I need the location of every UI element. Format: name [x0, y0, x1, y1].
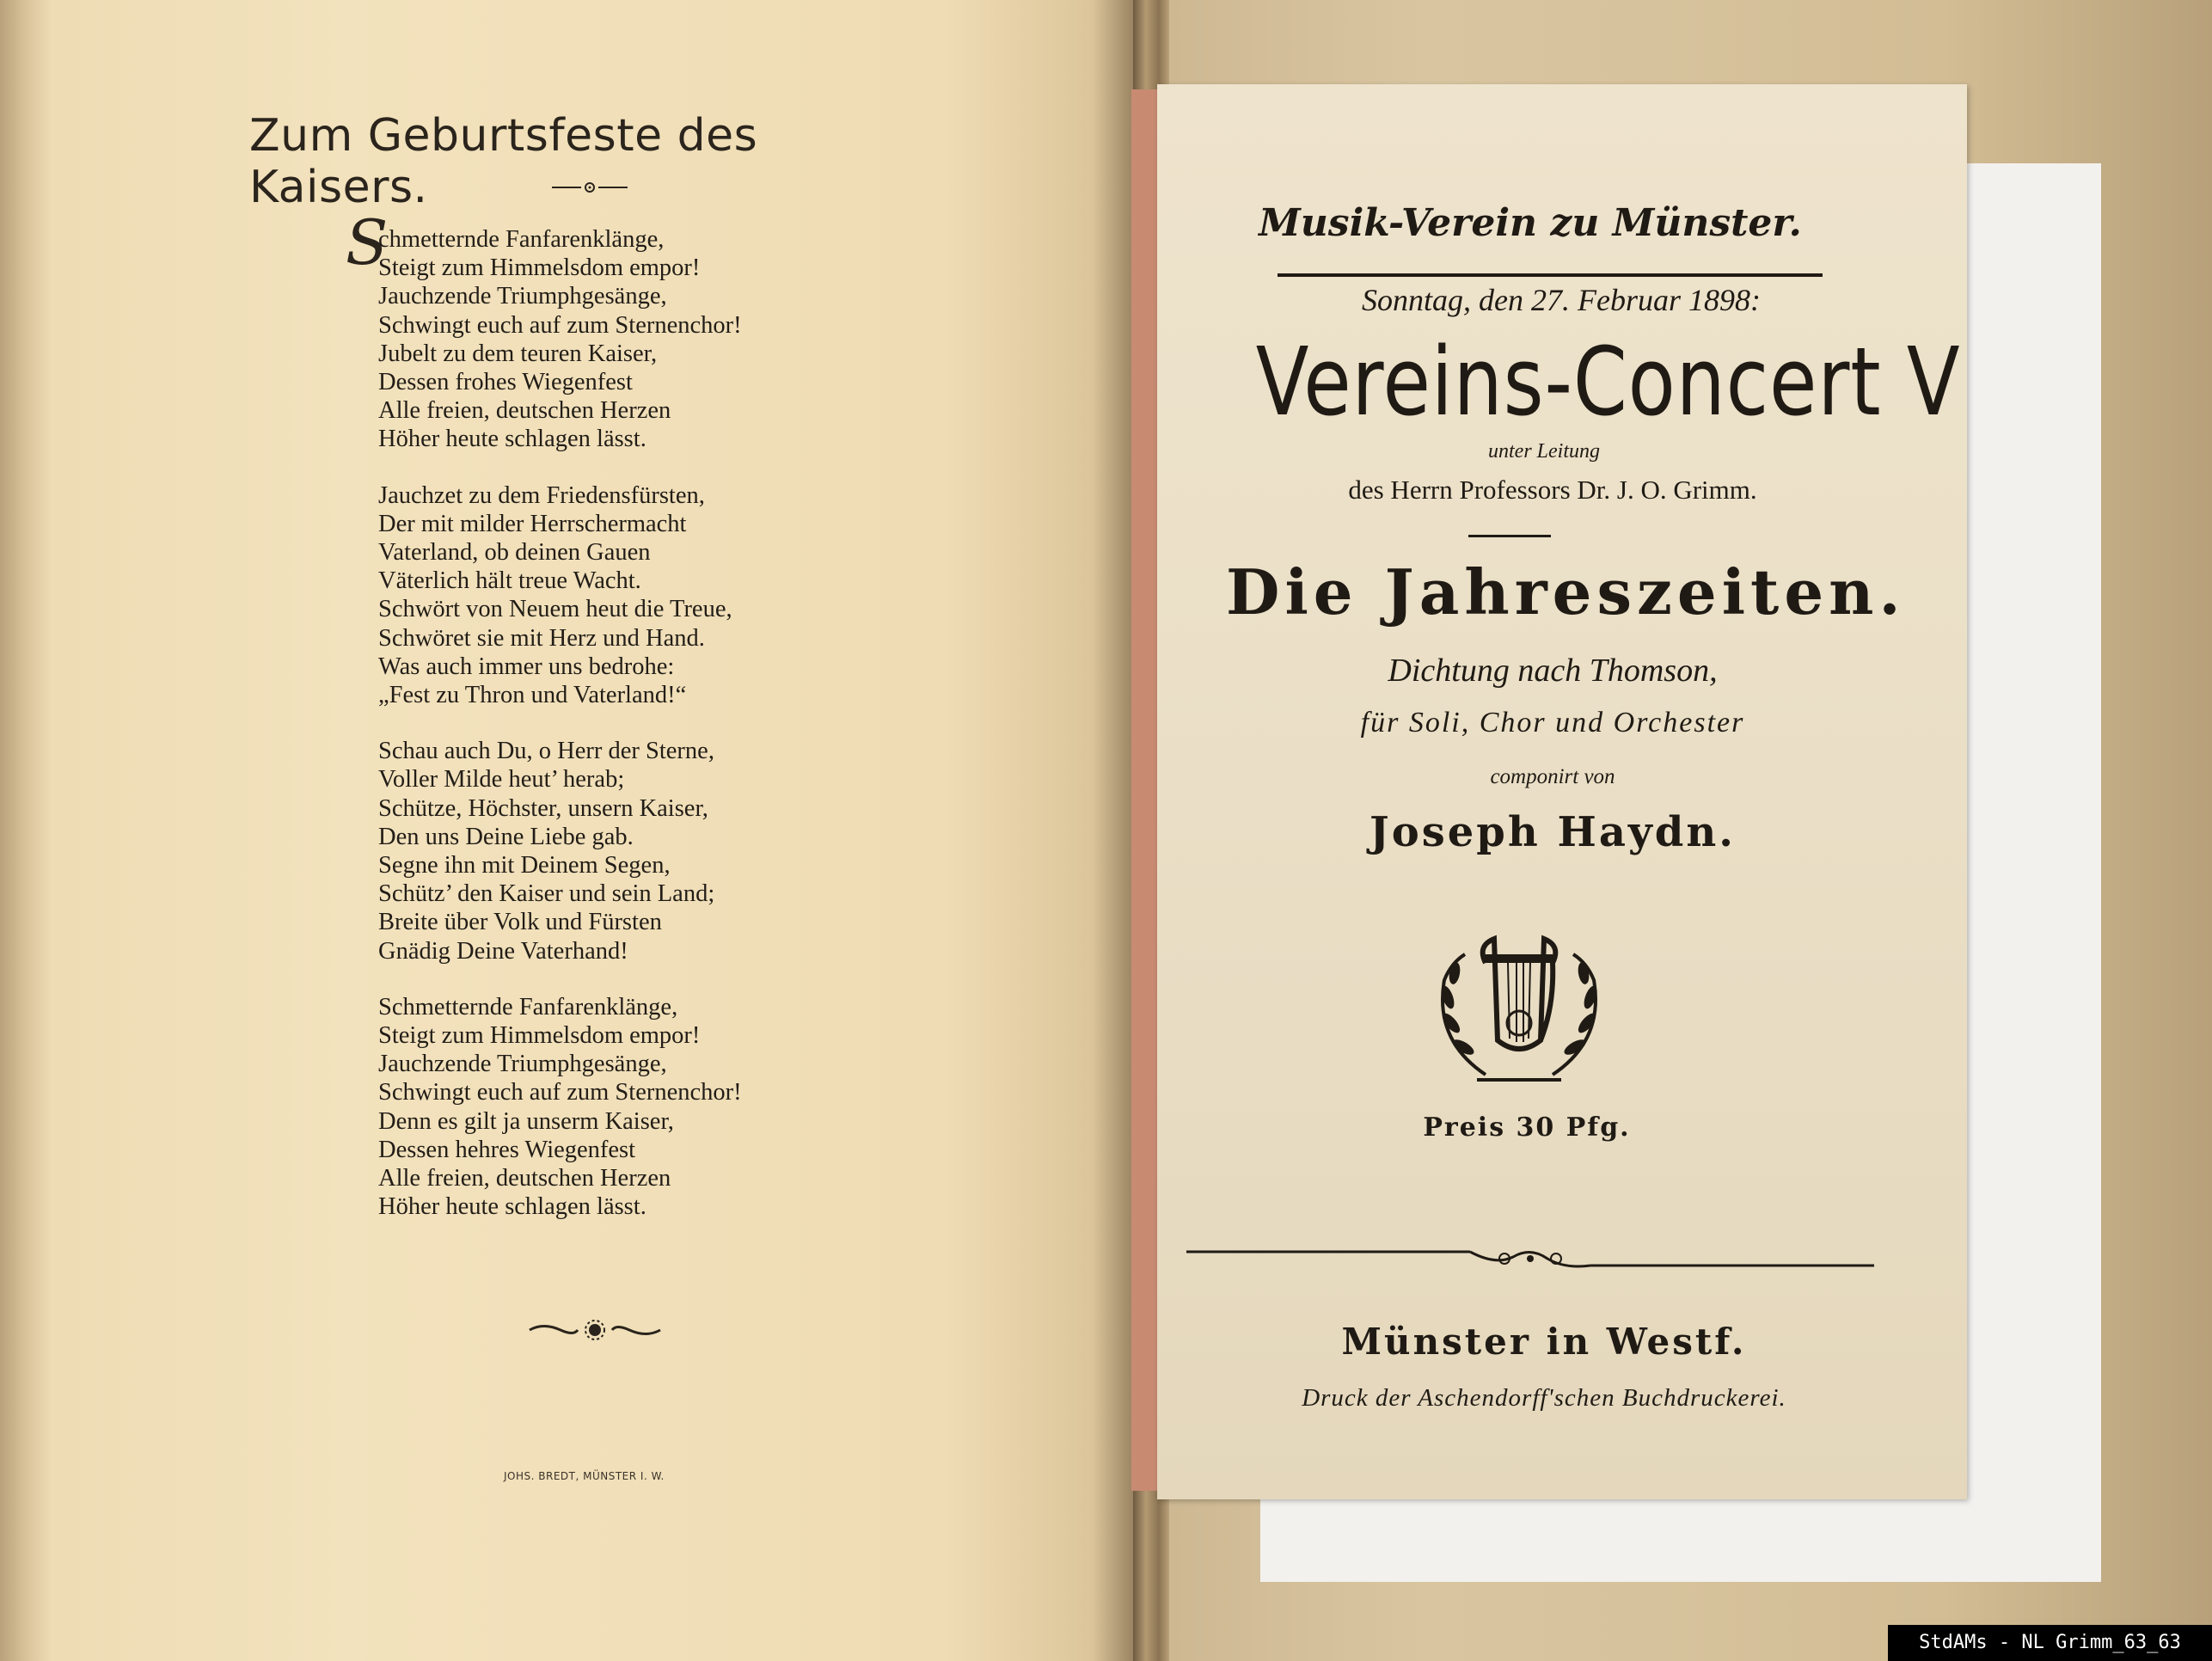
libretto-credit: Dichtung nach Thomson, — [1388, 653, 1718, 689]
title-ornament-icon — [550, 179, 629, 196]
verse-line: chmetternde Fanfarenklänge, — [378, 226, 665, 253]
composed-by: componirt von — [1490, 765, 1615, 788]
lyre-wreath-icon — [1425, 929, 1613, 1088]
verse-line: Höher heute schlagen lässt. — [378, 426, 646, 453]
verse-line: Schütze, Höchster, unsern Kaiser, — [378, 794, 708, 822]
verse-line: Schwört von Neuem heut die Treue, — [378, 596, 732, 623]
verse-line: Schwingt euch auf zum Sternenchor! — [378, 311, 742, 339]
stanza — [378, 481, 894, 710]
verse-line: Denn es gilt ja unserm Kaiser, — [378, 1107, 674, 1135]
publication-city: Münster in Westf. — [1341, 1321, 1747, 1363]
divider — [1468, 535, 1551, 537]
verse-line: Jubelt zu dem teuren Kaiser, — [378, 340, 658, 367]
poem-body — [378, 225, 894, 1249]
concert-programme — [1157, 84, 1967, 1499]
verse-line: Steigt zum Himmelsdom empor! — [378, 1022, 701, 1050]
verse-line: Jauchzet zu dem Friedensfürsten, — [378, 481, 705, 509]
stanza — [378, 737, 894, 965]
verse-line: Dessen frohes Wiegenfest — [378, 369, 633, 396]
concert-date: Sonntag, den 27. Februar 1898: — [1362, 283, 1761, 317]
verse-line: Segne ihn mit Deinem Segen, — [378, 852, 671, 880]
verse-line: Schwöret sie mit Herz und Hand. — [378, 624, 705, 652]
poem-title: Zum Geburtsfeste des Kaisers. — [249, 110, 758, 213]
printer-imprint: JOHS. BREDT, MÜNSTER I. W. — [504, 1470, 665, 1482]
end-ornament-icon — [526, 1317, 664, 1343]
verse-line: Was auch immer uns bedrohe: — [378, 653, 675, 680]
verse-line: Schau auch Du, o Herr der Sterne, — [378, 738, 714, 765]
verse-line: Breite über Volk und Fürsten — [378, 909, 662, 936]
conductor-name: des Herrn Professors Dr. J. O. Grimm. — [1348, 475, 1757, 505]
verse-line: Höher heute schlagen lässt. — [378, 1193, 646, 1221]
verse-line: Alle freien, deutschen Herzen — [378, 397, 671, 425]
verse-line: „Fest zu Thron und Vaterland!“ — [378, 682, 687, 709]
society-name: Musik-Verein zu Münster. — [1259, 201, 1802, 245]
verse-line: Jauchzende Triumphgesänge, — [378, 1051, 667, 1078]
verse-line: Vaterland, ob deinen Gauen — [378, 539, 651, 567]
rule-ornament-icon — [1186, 1240, 1874, 1278]
verse-line: Alle freien, deutschen Herzen — [378, 1165, 671, 1192]
composer-name: Joseph Haydn. — [1369, 808, 1736, 856]
verse-line: Schwingt euch auf zum Sternenchor! — [378, 1079, 742, 1106]
price: Preis 30 Pfg. — [1423, 1112, 1631, 1143]
drop-cap: S — [346, 206, 389, 279]
verse-line: Den uns Deine Liebe gab. — [378, 823, 634, 850]
archive-reference-label: StdAMs - NL Grimm_63_63 — [1888, 1625, 2212, 1661]
stanza — [378, 993, 894, 1222]
concert-title: Vereins-Concert V — [1255, 327, 1961, 437]
header-rule — [1278, 273, 1823, 277]
verse-line: Schütz’ den Kaiser und sein Land; — [378, 880, 715, 908]
work-title: Die Jahreszeiten. — [1226, 555, 1906, 628]
conductor-intro: unter Leitung — [1488, 440, 1600, 463]
verse-line: Steigt zum Himmelsdom empor! — [378, 254, 701, 282]
verse-line: Väterlich hält treue Wacht. — [378, 567, 641, 595]
verse-line: Voller Milde heut’ herab; — [378, 766, 625, 794]
printer: Druck der Aschendorff'schen Buchdruckerei. — [1302, 1384, 1786, 1412]
verse-line: Schmetternde Fanfarenklänge, — [378, 993, 678, 1021]
verse-line: Jauchzende Triumphgesänge, — [378, 283, 667, 310]
verse-line: Der mit milder Herrschermacht — [378, 510, 687, 537]
stanza — [378, 225, 894, 454]
verse-line: Dessen hehres Wiegenfest — [378, 1136, 636, 1163]
scoring: für Soli, Chor und Orchester — [1360, 707, 1745, 739]
verse-line: Gnädig Deine Vaterhand! — [378, 937, 628, 965]
